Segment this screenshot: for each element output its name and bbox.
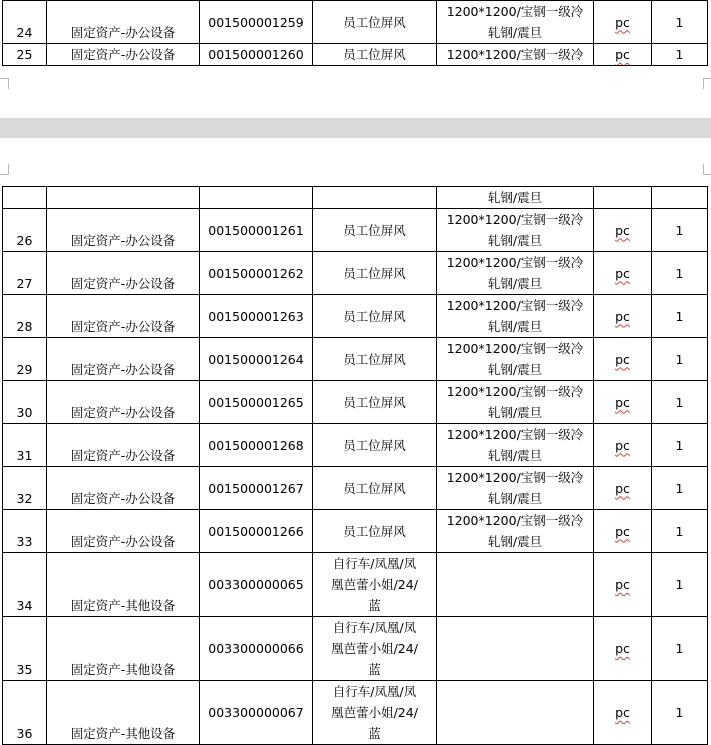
- row-spec: 1200*1200/宝钢一级冷 轧钢/震旦: [437, 295, 594, 338]
- row-spec: 1200*1200/宝钢一级冷 轧钢/震旦: [437, 209, 594, 252]
- row-qty: 1: [652, 252, 708, 295]
- row-name: 员工位屏风: [313, 44, 437, 66]
- table-row: [3, 681, 708, 745]
- row-id: 33: [3, 510, 47, 553]
- table-row: [3, 209, 708, 252]
- row-qty: 1: [652, 209, 708, 252]
- row-code: 003300000067: [200, 681, 313, 745]
- asset-table-page-2: [2, 186, 708, 745]
- row-category: 固定资产-办公设备: [47, 209, 200, 252]
- row-spec: 轧钢/震旦: [437, 187, 594, 209]
- row-unit-cell: [594, 1, 652, 44]
- row-code: 003300000066: [200, 617, 313, 681]
- row-id: 29: [3, 338, 47, 381]
- row-unit-cell: [594, 338, 652, 381]
- row-code: 001500001263: [200, 295, 313, 338]
- row-id: 25: [3, 44, 47, 66]
- row-qty: 1: [652, 553, 708, 617]
- row-spec: 1200*1200/宝钢一级冷 轧钢/震旦: [437, 467, 594, 510]
- row-category: 固定资产-办公设备: [47, 510, 200, 553]
- row-spec: 1200*1200/宝钢一级冷: [437, 44, 594, 66]
- row-category: 固定资产-办公设备: [47, 424, 200, 467]
- row-unit-cell: [594, 381, 652, 424]
- row-name: 自行车/凤凰/凤 凰芭蕾小姐/24/ 蓝: [313, 681, 437, 745]
- row-unit: pc: [615, 351, 630, 367]
- row-name: 员工位屏风: [313, 338, 437, 381]
- row-spec: 1200*1200/宝钢一级冷 轧钢/震旦: [437, 338, 594, 381]
- table-row: [3, 1, 708, 44]
- row-unit-cell: [594, 252, 652, 295]
- page-corner-mark: [703, 164, 711, 175]
- row-category: 固定资产-其他设备: [47, 681, 200, 745]
- row-qty: 1: [652, 44, 708, 66]
- row-id: 31: [3, 424, 47, 467]
- asset-table-page-1: [2, 0, 708, 66]
- row-id: 35: [3, 617, 47, 681]
- row-unit: pc: [615, 394, 630, 410]
- row-spec: 1200*1200/宝钢一级冷 轧钢/震旦: [437, 424, 594, 467]
- row-qty: 1: [652, 381, 708, 424]
- row-category: 固定资产-其他设备: [47, 617, 200, 681]
- row-name: 员工位屏风: [313, 1, 437, 44]
- row-code: 001500001265: [200, 381, 313, 424]
- row-unit-cell: [594, 424, 652, 467]
- table-row: [3, 338, 708, 381]
- table-row: [3, 295, 708, 338]
- row-category: [47, 187, 200, 209]
- page-separator: [0, 118, 711, 138]
- row-spec: [437, 617, 594, 681]
- row-code: 001500001266: [200, 510, 313, 553]
- row-name: 自行车/凤凰/凤 凰芭蕾小姐/24/ 蓝: [313, 553, 437, 617]
- row-category: 固定资产-其他设备: [47, 553, 200, 617]
- row-qty: 1: [652, 467, 708, 510]
- row-unit-cell: [594, 510, 652, 553]
- row-id: [3, 187, 47, 209]
- row-unit: [594, 187, 652, 209]
- row-code: 001500001264: [200, 338, 313, 381]
- page-top: [0, 0, 711, 118]
- row-id: 32: [3, 467, 47, 510]
- row-unit-cell: [594, 553, 652, 617]
- row-unit: pc: [615, 641, 630, 656]
- row-name: 员工位屏风: [313, 252, 437, 295]
- row-id: 26: [3, 209, 47, 252]
- row-code: 001500001267: [200, 467, 313, 510]
- row-unit: pc: [615, 437, 630, 453]
- table-row: [3, 617, 708, 681]
- table-row: [3, 510, 708, 553]
- row-name: 员工位屏风: [313, 424, 437, 467]
- table-row: [3, 187, 708, 209]
- row-name: 自行车/凤凰/凤 凰芭蕾小姐/24/ 蓝: [313, 617, 437, 681]
- row-name: 员工位屏风: [313, 209, 437, 252]
- row-qty: 1: [652, 510, 708, 553]
- row-name: [313, 187, 437, 209]
- row-unit-cell: [594, 617, 652, 681]
- page-corner-mark: [703, 78, 711, 89]
- row-unit: pc: [615, 47, 630, 62]
- row-qty: 1: [652, 338, 708, 381]
- row-unit: pc: [615, 480, 630, 496]
- table-row: [3, 44, 708, 66]
- row-id: 34: [3, 553, 47, 617]
- row-spec: [437, 681, 594, 745]
- table-row: [3, 424, 708, 467]
- row-code: 001500001268: [200, 424, 313, 467]
- row-unit: pc: [615, 577, 630, 592]
- row-code: 003300000065: [200, 553, 313, 617]
- table-row: [3, 252, 708, 295]
- row-category: 固定资产-办公设备: [47, 338, 200, 381]
- row-name: 员工位屏风: [313, 467, 437, 510]
- row-qty: [652, 187, 708, 209]
- row-code: 001500001259: [200, 1, 313, 44]
- row-name: 员工位屏风: [313, 381, 437, 424]
- row-category: 固定资产-办公设备: [47, 44, 200, 66]
- table-row: [3, 381, 708, 424]
- table-row: [3, 553, 708, 617]
- row-category: 固定资产-办公设备: [47, 1, 200, 44]
- row-category: 固定资产-办公设备: [47, 252, 200, 295]
- row-id: 24: [3, 1, 47, 44]
- row-spec: 1200*1200/宝钢一级冷 轧钢/震旦: [437, 381, 594, 424]
- row-spec: 1200*1200/宝钢一级冷 轧钢/震旦: [437, 252, 594, 295]
- row-id: 36: [3, 681, 47, 745]
- row-qty: 1: [652, 424, 708, 467]
- row-qty: 1: [652, 681, 708, 745]
- row-id: 28: [3, 295, 47, 338]
- row-id: 30: [3, 381, 47, 424]
- row-category: 固定资产-办公设备: [47, 381, 200, 424]
- row-qty: 1: [652, 295, 708, 338]
- row-unit: pc: [615, 265, 630, 281]
- table-row: [3, 467, 708, 510]
- row-category: 固定资产-办公设备: [47, 467, 200, 510]
- row-category: 固定资产-办公设备: [47, 295, 200, 338]
- row-unit: pc: [615, 14, 630, 30]
- row-code: 001500001262: [200, 252, 313, 295]
- page-corner-mark: [0, 78, 9, 89]
- row-qty: 1: [652, 1, 708, 44]
- row-unit-cell: [594, 44, 652, 66]
- row-name: 员工位屏风: [313, 295, 437, 338]
- row-unit-cell: [594, 209, 652, 252]
- row-unit-cell: [594, 467, 652, 510]
- row-code: 001500001261: [200, 209, 313, 252]
- row-unit: pc: [615, 523, 630, 539]
- row-spec: [437, 553, 594, 617]
- row-unit: pc: [615, 308, 630, 324]
- page-corner-mark: [0, 164, 9, 175]
- row-code: [200, 187, 313, 209]
- row-id: 27: [3, 252, 47, 295]
- row-qty: 1: [652, 617, 708, 681]
- row-spec: 1200*1200/宝钢一级冷 轧钢/震旦: [437, 510, 594, 553]
- row-spec: 1200*1200/宝钢一级冷 轧钢/震旦: [437, 1, 594, 44]
- row-code: 001500001260: [200, 44, 313, 66]
- row-unit: pc: [615, 222, 630, 238]
- row-unit-cell: [594, 295, 652, 338]
- row-unit: pc: [615, 705, 630, 720]
- row-unit-cell: [594, 681, 652, 745]
- row-name: 员工位屏风: [313, 510, 437, 553]
- page-bottom: [0, 138, 711, 741]
